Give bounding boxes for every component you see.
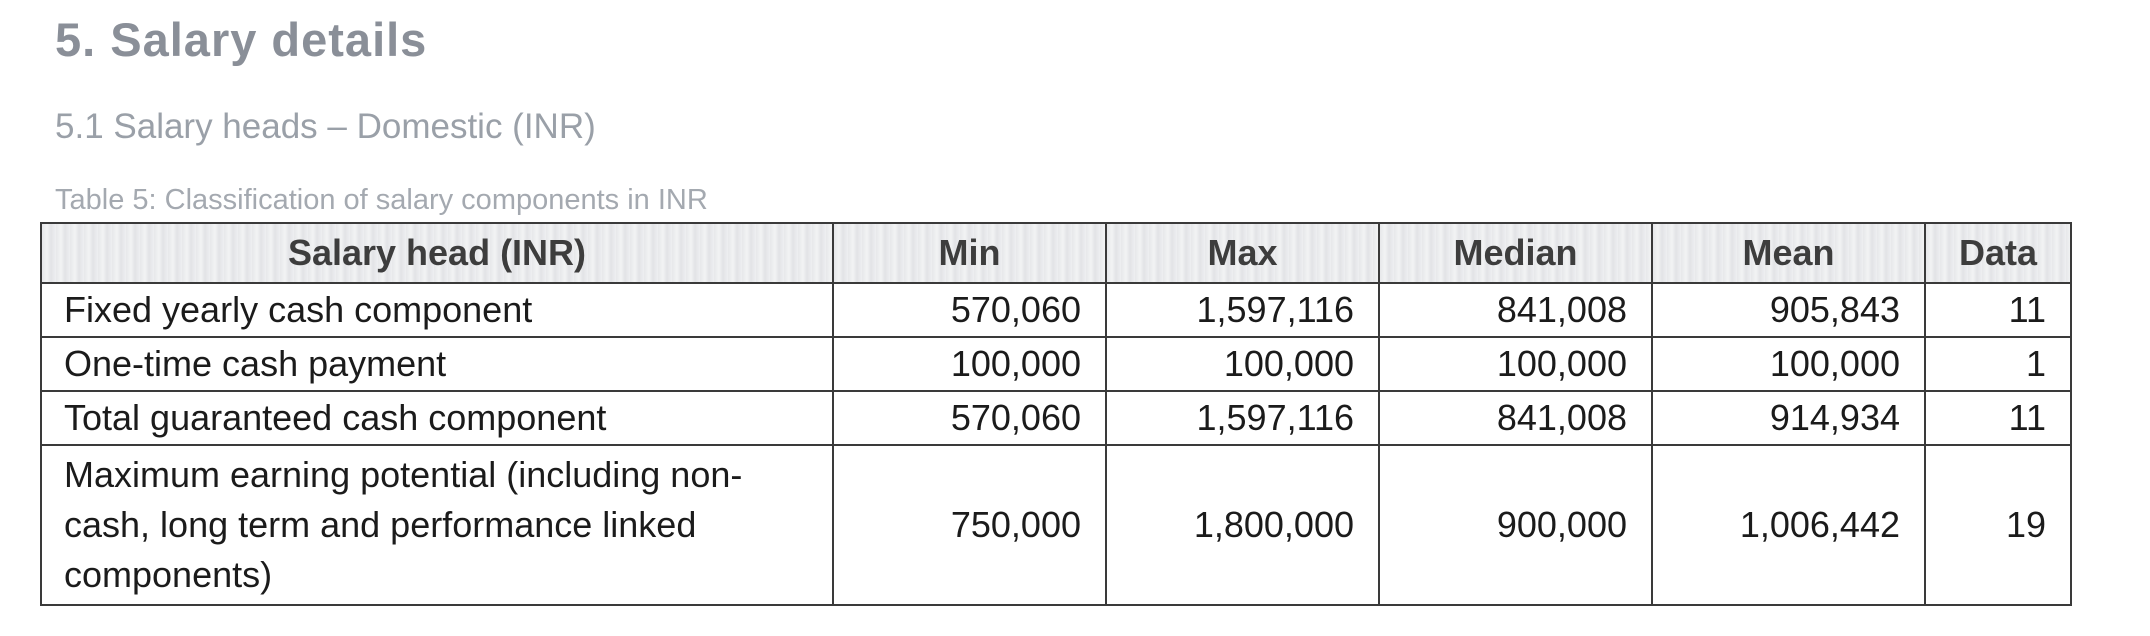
cell-min: 570,060 bbox=[833, 283, 1106, 337]
table-row bbox=[41, 337, 2071, 391]
cell-mean: 100,000 bbox=[1652, 337, 1925, 391]
cell-min: 100,000 bbox=[833, 337, 1106, 391]
header-mean: Mean bbox=[1652, 223, 1925, 283]
cell-median: 841,008 bbox=[1379, 283, 1652, 337]
cell-max: 1,800,000 bbox=[1106, 445, 1379, 605]
cell-data: 11 bbox=[1925, 391, 2071, 445]
cell-min: 570,060 bbox=[833, 391, 1106, 445]
cell-data: 19 bbox=[1925, 445, 2071, 605]
cell-max: 100,000 bbox=[1106, 337, 1379, 391]
row-label: Fixed yearly cash component bbox=[41, 283, 833, 337]
row-label: One-time cash payment bbox=[41, 337, 833, 391]
cell-mean: 914,934 bbox=[1652, 391, 1925, 445]
cell-data: 11 bbox=[1925, 283, 2071, 337]
cell-median: 100,000 bbox=[1379, 337, 1652, 391]
section-title: 5. Salary details bbox=[55, 13, 428, 66]
table-row bbox=[41, 391, 2071, 445]
table-caption: Table 5: Classification of salary components in INR bbox=[55, 184, 708, 216]
header-max: Max bbox=[1106, 223, 1379, 283]
row-label: Total guaranteed cash component bbox=[41, 391, 833, 445]
cell-min: 750,000 bbox=[833, 445, 1106, 605]
header-data: Data bbox=[1925, 223, 2071, 283]
cell-mean: 905,843 bbox=[1652, 283, 1925, 337]
table-row bbox=[41, 445, 2071, 605]
table-header-row bbox=[41, 223, 2071, 283]
header-min: Min bbox=[833, 223, 1106, 283]
subsection-title: 5.1 Salary heads – Domestic (INR) bbox=[55, 107, 596, 146]
header-salary-head: Salary head (INR) bbox=[41, 223, 833, 283]
cell-median: 841,008 bbox=[1379, 391, 1652, 445]
header-median: Median bbox=[1379, 223, 1652, 283]
cell-max: 1,597,116 bbox=[1106, 391, 1379, 445]
table-row bbox=[41, 283, 2071, 337]
cell-median: 900,000 bbox=[1379, 445, 1652, 605]
salary-table bbox=[40, 222, 2072, 606]
cell-data: 1 bbox=[1925, 337, 2071, 391]
cell-max: 1,597,116 bbox=[1106, 283, 1379, 337]
cell-mean: 1,006,442 bbox=[1652, 445, 1925, 605]
row-label: Maximum earning potential (including non-cash, long term and performance linked components) bbox=[41, 445, 833, 605]
